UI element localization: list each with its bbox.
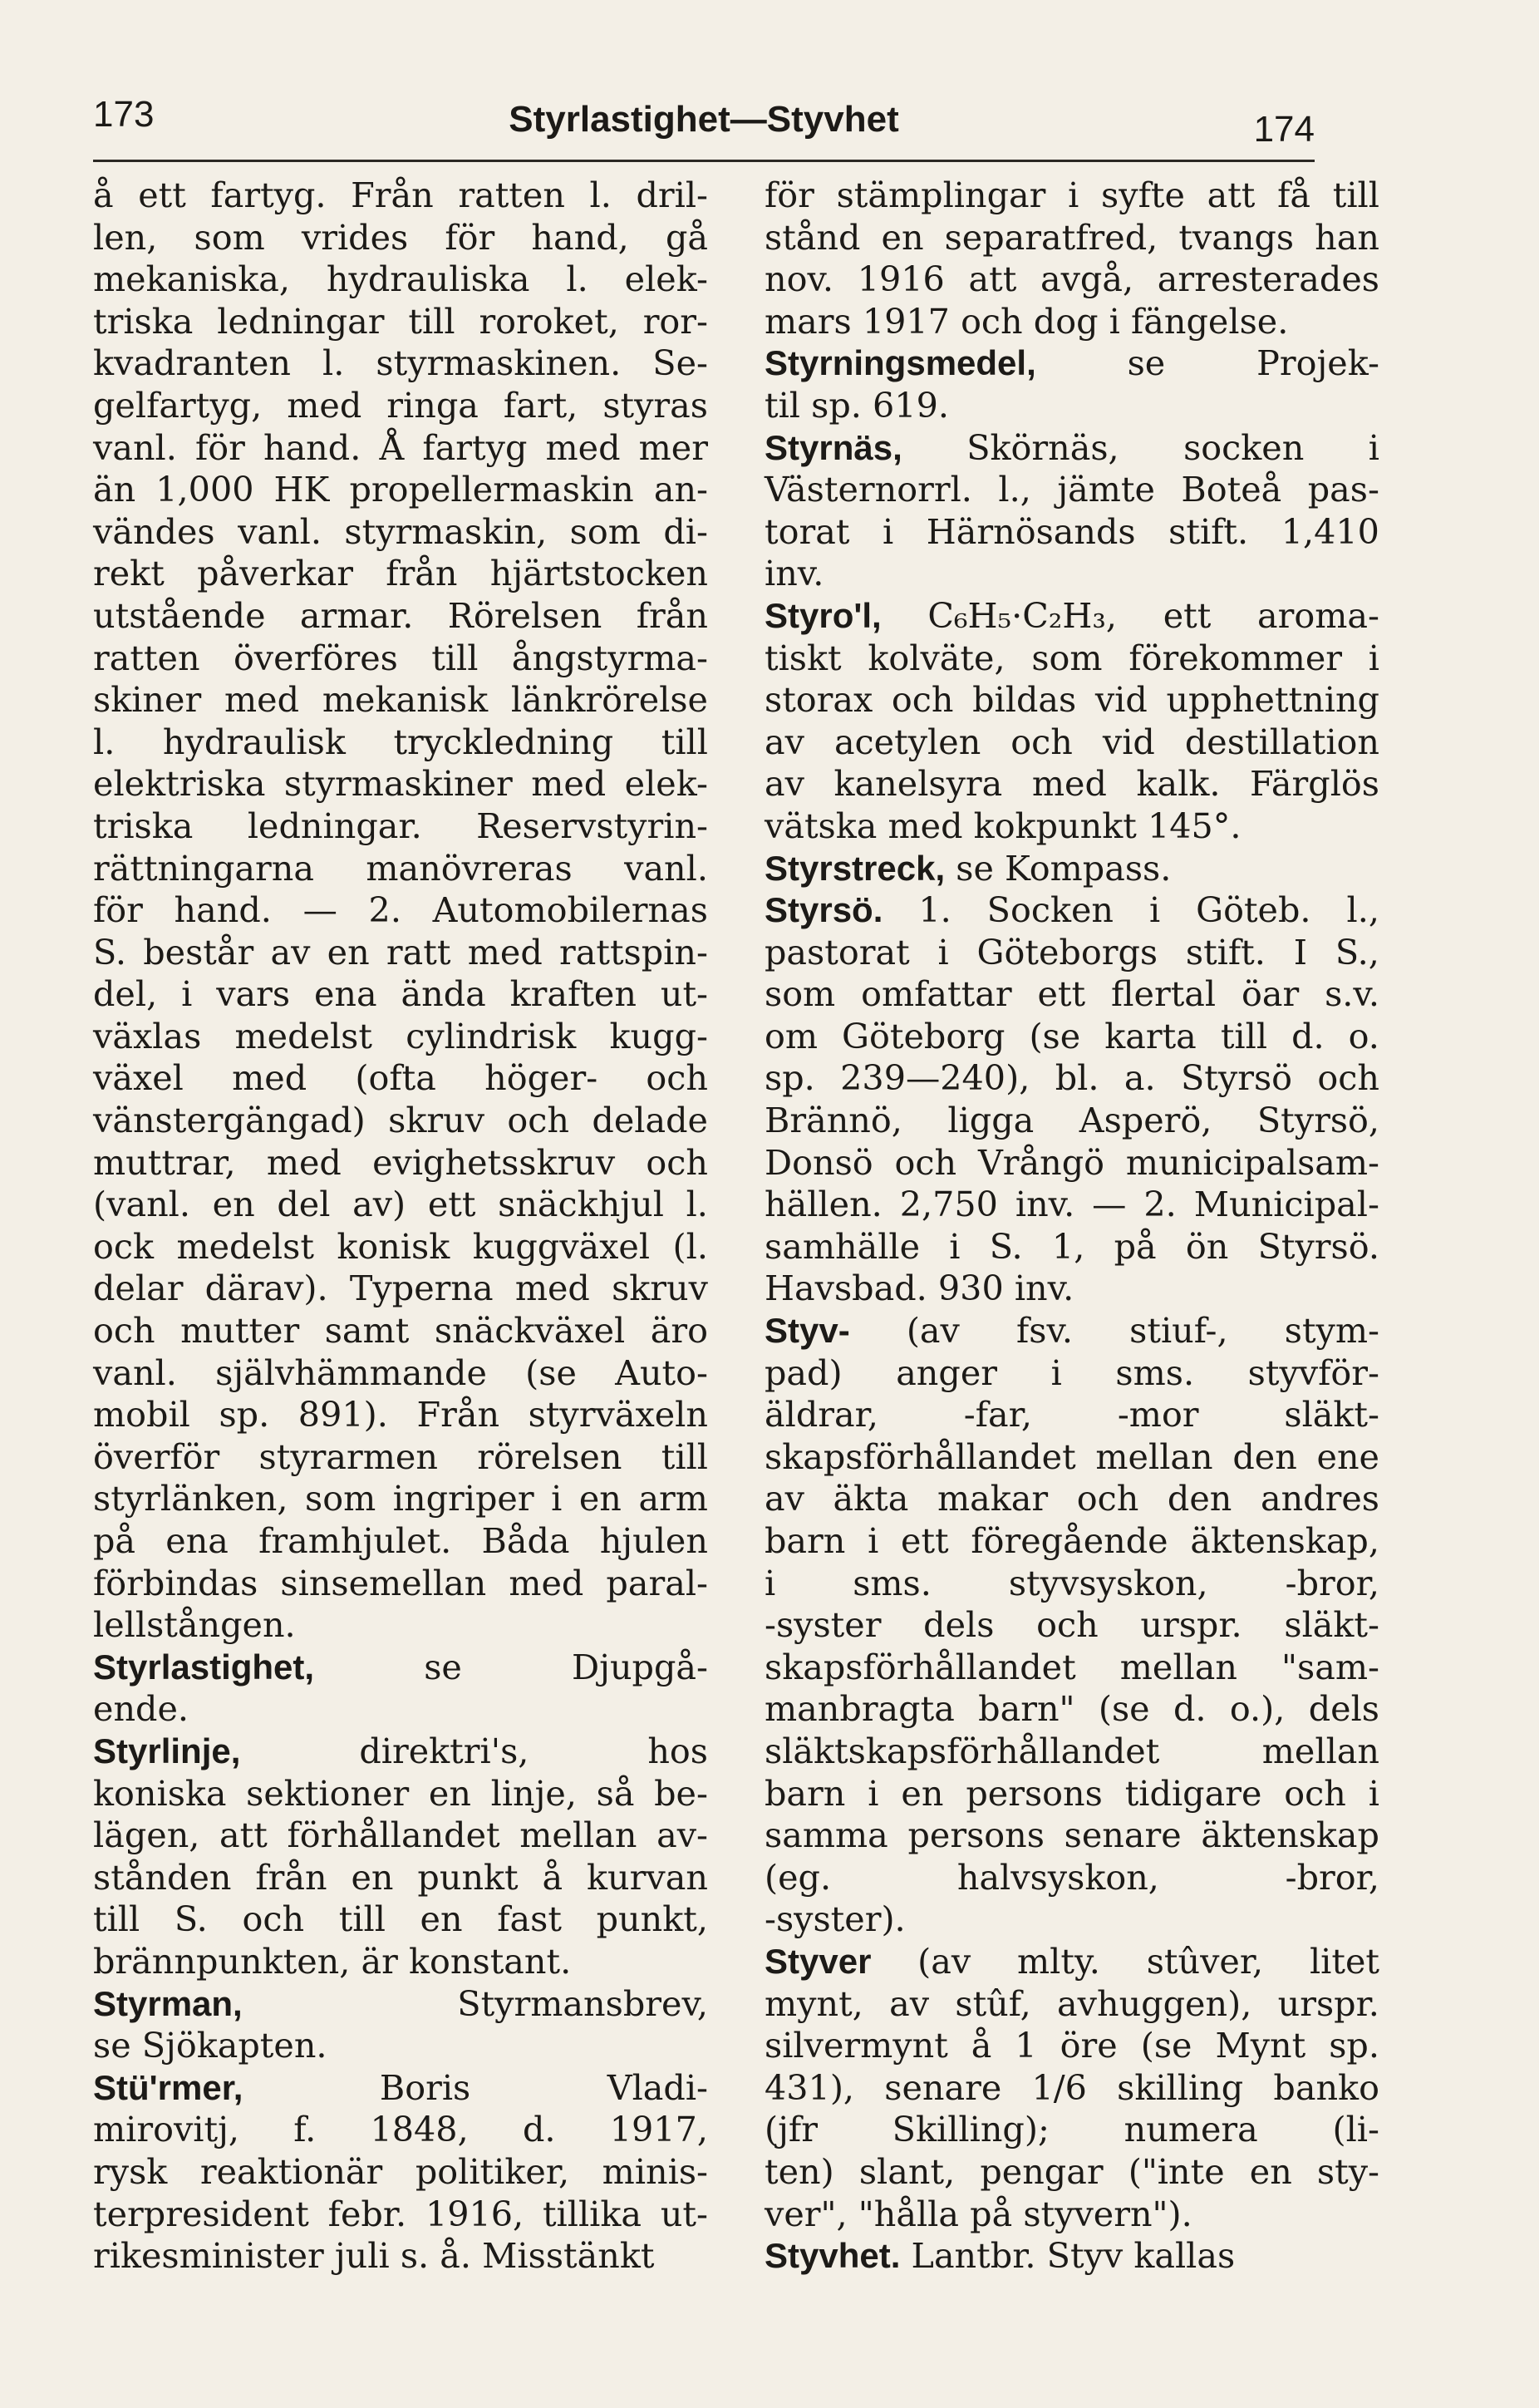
text-line: pastorat i Göteborgs stift. I S., <box>765 932 1379 973</box>
text-line: skapsförhållandet mellan den ene <box>765 1436 1379 1477</box>
text-line: hällen. 2,750 inv. — 2. Municipal- <box>765 1184 1379 1225</box>
text-line: växel med (ofta höger- och <box>93 1058 708 1099</box>
text-line: triska ledningar till roroket, ror- <box>93 301 708 342</box>
text-line: som omfattar ett flertal öar s.v. <box>765 974 1379 1015</box>
text-line: överför styrarmen rörelsen till <box>93 1436 708 1477</box>
text-line: förbindas sinsemellan med paral- <box>93 1563 708 1603</box>
text-line: Havsbad. 930 inv. <box>765 1268 1074 1309</box>
text-line: för hand. — 2. Automobilernas <box>93 890 708 931</box>
text-line: vändes vanl. styrmaskin, som di- <box>93 511 708 552</box>
text-line: vanl. självhämmande (se Auto- <box>93 1352 708 1393</box>
text-line: (vanl. en del av) ett snäckhjul l. <box>93 1184 708 1225</box>
text-line: än 1,000 HK propellermaskin an- <box>93 470 708 510</box>
text-line: rekt påverkar från hjärtstocken <box>93 554 708 594</box>
text-line: -syster). <box>765 1899 906 1940</box>
text-line: av acetylen och vid destillation <box>765 721 1379 762</box>
text-line: mirovitj, f. 1848, d. 1917, <box>93 2110 708 2150</box>
text-line: vanl. för hand. Å fartyg med mer <box>93 427 708 468</box>
text-line: (eg. halvsyskon, -bror, <box>765 1857 1379 1898</box>
running-title: Styrlastighet—Styvhet <box>509 99 899 140</box>
text-line: nov. 1916 att avgå, arresterades <box>765 259 1379 300</box>
text-line: muttrar, med evighetsskruv och <box>93 1142 708 1183</box>
text-line: ratten överföres till ångstyrma- <box>93 638 708 678</box>
text-line: Donsö och Vrångö municipalsam- <box>765 1142 1379 1183</box>
text-line: Styv- (av fsv. stiuf-, stym- <box>765 1311 1379 1352</box>
left-column <box>93 175 708 2278</box>
text-line: Styrstreck, se Kompass. <box>765 848 1172 889</box>
text-line: av kanelsyra med kalk. Färglös <box>765 764 1379 805</box>
text-line: terpresident febr. 1916, tillika ut- <box>93 2194 708 2234</box>
text-line: samma persons senare äktenskap <box>765 1815 1379 1856</box>
text-line: tiskt kolväte, som förekommer i <box>765 638 1379 678</box>
left-page-number: 173 <box>93 94 155 135</box>
text-line: vätska med kokpunkt 145°. <box>765 805 1242 846</box>
header-rule <box>93 160 1315 162</box>
text-line: triska ledningar. Reservstyrin- <box>93 805 708 846</box>
text-line: stånd en separatfred, tvangs han <box>765 217 1379 258</box>
right-column <box>765 175 1379 2278</box>
text-line: ende. <box>93 1689 189 1730</box>
text-line: på ena framhjulet. Båda hjulen <box>93 1521 708 1561</box>
text-line: Styrlastighet, se Djupgå- <box>93 1647 708 1687</box>
text-line: vänstergängad) skruv och delade <box>93 1101 708 1141</box>
text-line: del, i vars ena ända kraften ut- <box>93 974 708 1015</box>
text-line: barn i en persons tidigare och i <box>765 1773 1379 1814</box>
text-line: utstående armar. Rörelsen från <box>93 595 708 636</box>
text-line: S. består av en ratt med rattspin- <box>93 932 708 973</box>
text-line: skiner med mekanisk länkrörelse <box>93 680 708 721</box>
text-line: Styvhet. Lantbr. Styv kallas <box>765 2236 1236 2277</box>
text-line: växlas medelst cylindrisk kugg- <box>93 1016 708 1056</box>
text-line: stånden från en punkt å kurvan <box>93 1857 708 1898</box>
text-line: kvadranten l. styrmaskinen. Se- <box>93 343 708 384</box>
text-line: sp. 239—240), bl. a. Styrsö och <box>765 1058 1379 1099</box>
text-line: pad) anger i sms. styvför- <box>765 1352 1379 1393</box>
text-line: mobil sp. 891). Från styrväxeln <box>93 1395 708 1435</box>
text-line: av äkta makar och den andres <box>765 1479 1379 1519</box>
text-line: ock medelst konisk kuggväxel (l. <box>93 1226 708 1267</box>
text-line: lellstången. <box>93 1605 296 1646</box>
text-line: delar därav). Typerna med skruv <box>93 1268 708 1309</box>
text-line: mynt, av stûf, avhuggen), urspr. <box>765 1983 1379 2024</box>
text-line: l. hydraulisk tryckledning till <box>93 721 708 762</box>
text-line: rysk reaktionär politiker, minis- <box>93 2151 708 2192</box>
text-line: och mutter samt snäckväxel äro <box>93 1311 708 1352</box>
text-line: Västernorrl. l., jämte Boteå pas- <box>765 470 1379 510</box>
text-line: Brännö, ligga Asperö, Styrsö, <box>765 1101 1379 1141</box>
right-page-number: 174 <box>1253 109 1315 150</box>
text-line: 431), senare 1/6 skilling banko <box>765 2067 1379 2108</box>
text-line: brännpunkten, är konstant. <box>93 1941 572 1982</box>
text-line: gelfartyg, med ringa fart, styras <box>93 385 708 426</box>
text-line: för stämplingar i syfte att få till <box>765 175 1379 215</box>
text-line: Styrsö. 1. Socken i Göteb. l., <box>765 890 1379 931</box>
text-line: till S. och till en fast punkt, <box>93 1899 708 1940</box>
text-line: samhälle i S. 1, på ön Styrsö. <box>765 1226 1379 1267</box>
text-line: (jfr Skilling); numera (li- <box>765 2110 1379 2150</box>
text-line: inv. <box>765 554 824 594</box>
text-line: Styrman, Styrmansbrev, <box>93 1983 708 2024</box>
text-line: se Sjökapten. <box>93 2026 327 2066</box>
text-line: i sms. styvsyskon, -bror, <box>765 1563 1379 1603</box>
text-line: släktskapsförhållandet mellan <box>765 1731 1379 1771</box>
text-line: silvermynt å 1 öre (se Mynt sp. <box>765 2026 1379 2066</box>
text-line: ver", "hålla på styvern"). <box>765 2194 1192 2234</box>
text-line: len, som vrides för hand, gå <box>93 217 708 258</box>
page-header <box>93 91 1315 150</box>
text-line: koniska sektioner en linje, så be- <box>93 1773 708 1814</box>
text-line: Styrnäs, Skörnäs, socken i <box>765 427 1379 468</box>
text-line: styrlänken, som ingriper i en arm <box>93 1479 708 1519</box>
text-line: til sp. 619. <box>765 385 949 426</box>
text-line: Styrlinje, direktri's, hos <box>93 1731 708 1771</box>
text-line: Stü'rmer, Boris Vladi- <box>93 2067 708 2108</box>
text-line: elektriska styrmaskiner med elek- <box>93 764 708 805</box>
text-line: skapsförhållandet mellan "sam- <box>765 1647 1379 1687</box>
text-line: manbragta barn" (se d. o.), dels <box>765 1689 1379 1730</box>
text-line: å ett fartyg. Från ratten l. dril- <box>93 175 708 215</box>
text-line: storax och bildas vid upphettning <box>765 680 1379 721</box>
text-line: barn i ett föregående äktenskap, <box>765 1521 1379 1561</box>
text-line: Styver (av mlty. stûver, litet <box>765 1941 1379 1982</box>
text-line: mekaniska, hydrauliska l. elek- <box>93 259 708 300</box>
text-line: mars 1917 och dog i fängelse. <box>765 301 1289 342</box>
text-line: Styro'l, C₆H₅·C₂H₃, ett aroma- <box>765 595 1379 636</box>
text-line: om Göteborg (se karta till d. o. <box>765 1016 1379 1056</box>
text-line: Styrningsmedel, se Projek- <box>765 343 1379 384</box>
text-line: lägen, att förhållandet mellan av- <box>93 1815 708 1856</box>
text-line: äldrar, -far, -mor släkt- <box>765 1395 1379 1435</box>
text-line: -syster dels och urspr. släkt- <box>765 1605 1379 1646</box>
text-line: torat i Härnösands stift. 1,410 <box>765 511 1379 552</box>
text-line: rikesminister juli s. å. Misstänkt <box>93 2236 655 2277</box>
text-line: ten) slant, pengar ("inte en sty- <box>765 2151 1379 2192</box>
text-line: rättningarna manövreras vanl. <box>93 848 708 889</box>
